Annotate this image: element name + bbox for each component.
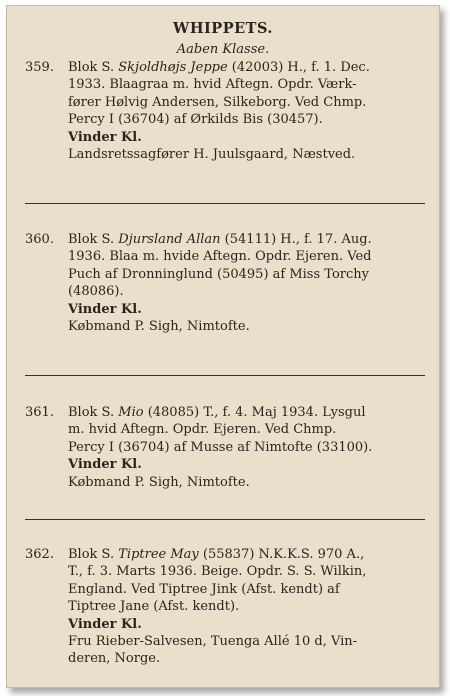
award-text: Vinder Kl.: [68, 457, 142, 473]
catalog-page: [6, 5, 440, 688]
dog-name: Skjoldhøjs Jeppe: [118, 60, 228, 75]
dog-entry: [25, 404, 425, 491]
entry-line: Puch af Dronninglund (50495) af Miss Torchy: [68, 266, 369, 282]
entry-line: m. hvid Aftegn. Opdr. Ejeren. Ved Chmp.: [68, 422, 337, 438]
entry-number: 361.: [25, 405, 54, 420]
owner-line: Købmand P. Sigh, Nimtofte.: [68, 319, 250, 335]
entry-line: T., f. 3. Marts 1936. Beige. Opdr. S. S. Wilkin,: [68, 564, 367, 580]
owner-line: Landsretssagfører H. Juulsgaard, Næstved.: [68, 147, 356, 163]
entry-details: (48085) T., f. 4. Maj 1934. Lysgul: [143, 405, 366, 420]
class-subheading: Aaben Klasse.: [176, 42, 270, 57]
entry-line: Percy I (36704) af Musse af Nimtofte (33100).: [68, 439, 373, 455]
entry-line: Tiptree Jane (Afst. kendt).: [68, 599, 240, 615]
owner-line: deren, Norge.: [68, 651, 161, 667]
entry-line: fører Hølvig Andersen, Silkeborg. Ved Chmp.: [68, 94, 367, 110]
entry-prefix: Blok S.: [68, 60, 119, 75]
entry-details: (55837) N.K.K.S. 970 A.,: [198, 547, 365, 562]
entry-line: Percy I (36704) af Ørkilds Bis (30457).: [68, 112, 323, 128]
entry-line: (48086).: [68, 284, 124, 300]
page-heading: WHIPPETS.: [173, 20, 273, 37]
entry-first-line: [25, 59, 425, 76]
entry-first-line: [25, 546, 425, 563]
dog-entry: [25, 231, 425, 335]
award-text: Vinder Kl.: [68, 616, 142, 632]
entry-number: 362.: [25, 547, 54, 562]
award-text: Vinder Kl.: [68, 129, 142, 145]
dog-name: Tiptree May: [118, 547, 199, 562]
dog-entry: [25, 546, 425, 668]
dog-entry: [25, 59, 425, 163]
entry-first-line: [25, 231, 425, 248]
owner-line: Fru Rieber-Salvesen, Tuenga Allé 10 d, Vin-: [68, 634, 358, 650]
entry-number: 360.: [25, 232, 54, 247]
entry-divider: [25, 375, 425, 376]
entry-number: 359.: [25, 60, 54, 75]
owner-line: Købmand P. Sigh, Nimtofte.: [68, 474, 250, 490]
award-text: Vinder Kl.: [68, 301, 142, 317]
entry-details: (54111) H., f. 17. Aug.: [220, 232, 372, 247]
entry-prefix: Blok S.: [68, 232, 119, 247]
entry-divider: [25, 203, 425, 204]
dog-name: Mio: [118, 405, 144, 420]
entry-first-line: [25, 404, 425, 421]
entry-prefix: Blok S.: [68, 547, 119, 562]
entry-divider: [25, 519, 425, 520]
entry-line: England. Ved Tiptree Jink (Afst. kendt) af: [68, 581, 340, 597]
entry-line: 1936. Blaa m. hvide Aftegn. Opdr. Ejeren. Ved: [68, 249, 372, 265]
entry-prefix: Blok S.: [68, 405, 119, 420]
dog-name: Djursland Allan: [118, 232, 221, 247]
entry-line: 1933. Blaagraa m. hvid Aftegn. Opdr. Værk-: [68, 77, 357, 93]
entry-details: (42003) H., f. 1. Dec.: [227, 60, 370, 75]
